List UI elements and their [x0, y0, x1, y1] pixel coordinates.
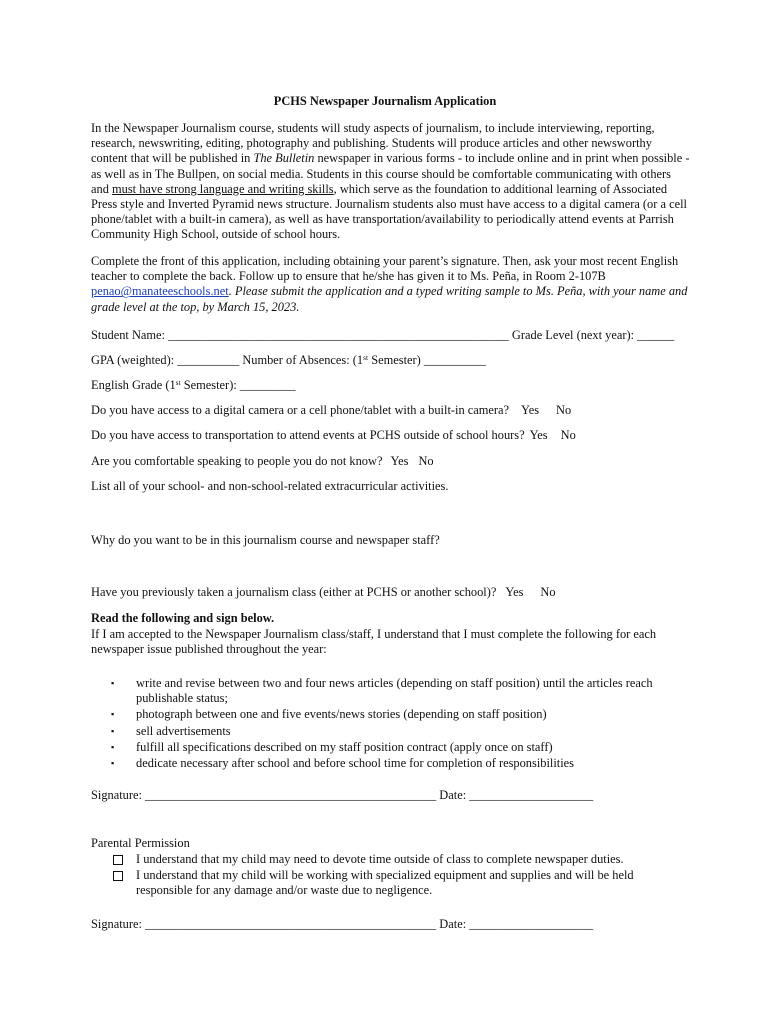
intro-paragraph — [91, 121, 691, 243]
checklist-item — [91, 852, 671, 867]
previous-class-question — [91, 585, 731, 600]
camera-yes-option[interactable]: Yes — [521, 403, 540, 417]
activities-question: List all of your school- and non-school-related extracurricular activities. — [91, 479, 449, 493]
bullet-icon: ▪ — [111, 709, 115, 720]
agreement-text: If I am accepted to the Newspaper Journalism class/staff, I understand that I must complete the following for each newspaper issue published throughout the year: — [91, 627, 657, 657]
camera-no-option[interactable]: No — [556, 403, 572, 417]
list-item-text: sell advertisements — [136, 723, 231, 738]
speaking-question-text: Are you comfortable speaking to people you do not know? — [91, 454, 383, 468]
transport-no-option[interactable]: No — [560, 428, 576, 442]
instructions-deadline: . Please submit the application and a typed writing sample to Ms. Peña, with your name and grade level at the top, by March 15, 2023. — [91, 284, 688, 314]
instructions-text: Complete the front of this application, including obtaining your parent’s signature. Then, ask your most recent English teacher to complete the back. Follow up to ensure that he/she has given it to Ms. Peña, in Room 2-107B — [91, 254, 679, 284]
list-item-text: write and revise between two and four news articles (depending on staff position) until the articles reach publishable status; — [136, 676, 653, 706]
list-item — [91, 707, 676, 722]
page-title: PCHS Newspaper Journalism Application — [273, 94, 497, 108]
transport-yes-option[interactable]: Yes — [529, 428, 548, 442]
speaking-yes-option[interactable]: Yes — [390, 454, 409, 468]
camera-question — [91, 403, 731, 418]
checkbox-icon[interactable] — [113, 855, 123, 865]
intro-text-3: , which serve as the foundation to additional learning of Associated Press style and Inverted Pyramid news structure. Journalism students also must have access to a digital camera (or a cell phone/tablet with a built-in camera), as well as have transportation/availability to periodically attend events at Parrish Community High School, outside of school hours. — [91, 181, 687, 242]
speaking-no-option[interactable]: No — [418, 454, 434, 468]
english-label: English Grade (1 — [91, 378, 176, 392]
transport-question — [91, 428, 731, 443]
student-signature-line[interactable]: Signature: _______________________________________________ Date: ____________________ — [91, 788, 594, 802]
list-item — [91, 756, 676, 771]
bullet-icon: ▪ — [111, 678, 115, 688]
previous-yes-option[interactable]: Yes — [505, 585, 524, 599]
gpa-absences-field[interactable] — [91, 353, 691, 368]
previous-no-option[interactable]: No — [540, 585, 556, 599]
responsibilities-list — [91, 676, 676, 771]
gpa-superscript: st — [363, 353, 369, 362]
checklist-item — [91, 868, 671, 898]
gpa-label: GPA (weighted): __________ Number of Absences: (1 — [91, 353, 364, 367]
english-grade-field[interactable] — [91, 378, 691, 393]
checklist-item-text: I understand that my child may need to devote time outside of class to complete newspaper duties. — [136, 852, 624, 866]
agreement-heading: Read the following and sign below. — [91, 611, 275, 625]
transport-question-text: Do you have access to transportation to attend events at PCHS outside of school hours? — [91, 428, 525, 442]
student-name-field[interactable]: Student Name: _______________________________________________________ Grade Level (next year): ______ — [91, 328, 675, 342]
list-item-text: fulfill all specifications described on my staff position contract (apply once on staff) — [136, 739, 553, 754]
english-superscript: st — [175, 378, 181, 387]
list-item — [91, 724, 676, 739]
publication-name: The Bulletin — [253, 151, 315, 166]
intro-text-2: newspaper in various forms - to include online and in print when possible - as well as in The Bullpen, on social media. Students in this course should be comfortable communicating with others and — [91, 151, 690, 196]
speaking-question — [91, 454, 691, 469]
list-item-text: dedicate necessary after school and before school time for completion of responsibilities — [136, 756, 574, 771]
parent-signature-line[interactable]: Signature: _______________________________________________ Date: ____________________ — [91, 917, 594, 931]
parental-checklist — [91, 852, 671, 899]
requirement-underlined: must have strong language and writing skills — [112, 181, 334, 196]
bullet-icon: ▪ — [111, 741, 115, 752]
absences-blank: Semester) __________ — [368, 353, 486, 367]
list-item — [91, 740, 676, 755]
checklist-item-text: I understand that my child will be working with specialized equipment and supplies and will be held responsible for any damage and/or waste due to negligence. — [136, 868, 634, 898]
checkbox-icon[interactable] — [113, 871, 123, 881]
intro-text-1: In the Newspaper Journalism course, students will study aspects of journalism, to include interviewing, reporting, research, newswriting, editing, photography and publishing. Students will produce articles and other newsworthy content that will be published in — [91, 121, 655, 166]
bullet-icon: ▪ — [111, 758, 115, 769]
previous-question-text: Have you previously taken a journalism class (either at PCHS or another school)? — [91, 585, 497, 599]
bullet-icon: ▪ — [111, 725, 115, 736]
list-item-text: photograph between one and five events/news stories (depending on staff position) — [136, 707, 547, 722]
why-question: Why do you want to be in this journalism course and newspaper staff? — [91, 533, 440, 547]
camera-question-text: Do you have access to a digital camera or a cell phone/tablet with a built-in camera? — [91, 403, 510, 417]
english-blank: Semester): _________ — [180, 378, 296, 392]
instructions-paragraph — [91, 254, 691, 315]
list-item — [91, 676, 676, 706]
email-link[interactable]: penao@manateeschools.net — [91, 284, 229, 299]
parental-heading: Parental Permission — [91, 836, 190, 850]
